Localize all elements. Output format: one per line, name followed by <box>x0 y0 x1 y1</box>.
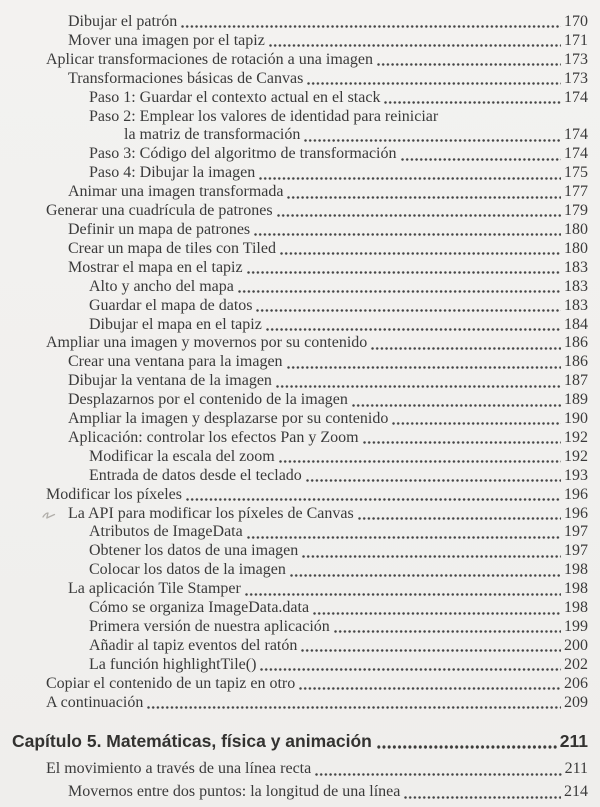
toc-entry-title: Atributos de ImageData <box>89 523 243 541</box>
dot-leader <box>287 366 561 369</box>
dot-leader <box>301 649 561 652</box>
toc-entry <box>89 108 588 127</box>
toc-entry-title: Ampliar la imagen y desplazarse por su contenido <box>68 410 389 428</box>
dot-leader <box>290 574 561 577</box>
toc-entry-page: 186 <box>564 353 588 371</box>
toc-entry-page: 184 <box>564 315 588 333</box>
toc-entry-title: la matriz de transformación <box>124 126 301 144</box>
toc-entry <box>89 145 588 164</box>
toc-entry-title: Crear una ventana para la imagen <box>68 353 283 371</box>
toc-entry-title: Aplicación: controlar los efectos Pan y Zoom <box>68 428 359 446</box>
toc-entry-title: Guardar el mapa de datos <box>89 296 253 314</box>
toc-entry <box>89 523 588 542</box>
toc-entry-title: Cómo se organiza ImageData.data <box>89 599 310 617</box>
dot-leader <box>280 252 561 255</box>
toc-entry <box>68 353 588 372</box>
dot-leader <box>334 630 561 633</box>
toc-entry <box>89 637 588 656</box>
toc-entry-title: Paso 2: Emplear los valores de identidad para reiniciar <box>89 107 439 125</box>
toc-entry-page: 197 <box>564 542 588 560</box>
toc-entry <box>89 164 588 183</box>
toc-entry-page: 199 <box>564 618 588 635</box>
toc-entry-title: La aplicación Tile Stamper <box>68 580 241 598</box>
toc-entry-title: Generar una cuadrícula de patrones <box>46 202 273 220</box>
toc-entry <box>68 505 588 524</box>
dot-leader <box>315 773 561 776</box>
toc-entry-page: 174 <box>564 145 588 163</box>
dot-leader <box>377 63 561 66</box>
dot-leader <box>304 139 561 142</box>
toc-entry <box>46 51 588 70</box>
pencil-mark-icon <box>42 508 56 527</box>
toc-entry <box>68 372 588 391</box>
toc-entry-page: 187 <box>564 372 588 390</box>
dot-leader <box>313 612 561 615</box>
toc-entry-page: 198 <box>564 561 588 579</box>
dot-leader <box>287 196 561 199</box>
toc-list <box>12 13 588 713</box>
toc-entry-page: 177 <box>564 183 588 201</box>
toc-entry-page: 196 <box>564 504 588 522</box>
toc-entry <box>89 297 588 316</box>
toc-entry-page: 183 <box>564 258 588 276</box>
toc-entry-page: 193 <box>564 466 588 484</box>
toc-entry-page: 186 <box>564 334 588 352</box>
toc-entry <box>89 448 588 467</box>
toc-entry-title: Dibujar el patrón <box>68 13 178 30</box>
toc-entry <box>68 183 588 202</box>
toc-entry-title: La función highlightTile() <box>89 655 257 673</box>
toc-entry <box>89 316 588 335</box>
toc-entry-page: 189 <box>564 391 588 409</box>
toc-entry-title: Paso 3: Código del algoritmo de transformación <box>89 145 397 163</box>
dot-leader <box>279 460 561 463</box>
toc-entry-title: Paso 1: Guardar el contexto actual en el stack <box>89 88 381 106</box>
toc-entry-page: 180 <box>564 239 588 257</box>
toc-entry-title: Mostrar el mapa en el tapiz <box>68 258 243 276</box>
toc-entry <box>89 467 588 486</box>
toc-entry-title: Dibujar el mapa en el tapiz <box>89 315 262 333</box>
chapter-heading-page: 211 <box>559 730 588 751</box>
chapter-heading-title: Capítulo 5. Matemáticas, física y animación <box>12 730 372 751</box>
toc-entry-title: Crear un mapa de tiles con Tiled <box>68 239 276 257</box>
toc-entry-page: 209 <box>564 693 588 711</box>
dot-leader <box>404 796 561 799</box>
toc-entry-title: Alto y ancho del mapa <box>89 277 234 295</box>
toc-entry-title: Transformaciones básicas de Canvas <box>68 69 304 87</box>
dot-leader <box>245 593 561 596</box>
toc-entry <box>68 410 588 429</box>
toc-entry <box>68 580 588 599</box>
dot-leader <box>377 745 558 749</box>
toc-entry-title: Colocar los datos de la imagen <box>89 561 286 579</box>
toc-entry-title: A continuación <box>46 693 144 711</box>
toc-entry <box>46 675 588 694</box>
dot-leader <box>307 82 561 85</box>
toc-entry-page: 183 <box>564 296 588 314</box>
dot-leader <box>254 233 561 236</box>
toc-entry <box>68 32 588 51</box>
toc-entry-page: 197 <box>564 523 588 541</box>
dot-leader <box>352 404 561 407</box>
toc-entry-page: 214 <box>564 782 588 800</box>
toc-entry-title: Movernos entre dos puntos: la longitud de una línea <box>68 782 401 800</box>
toc-entry-title: Paso 4: Dibujar la imagen <box>89 164 256 182</box>
toc-entry <box>89 656 588 675</box>
toc-entry-page: 202 <box>564 655 588 673</box>
toc-entry-page: 179 <box>564 202 588 220</box>
toc-entry-title: La API para modificar los píxeles de Canvas <box>68 504 354 522</box>
toc-entry <box>68 391 588 410</box>
chapter-heading-row <box>12 731 588 752</box>
toc-entry-title: Copiar el contenido de un tapiz en otro <box>46 674 296 692</box>
toc-entry <box>68 429 588 448</box>
toc-entry-title: Obtener los datos de una imagen <box>89 542 299 560</box>
toc-entry-title: Mover una imagen por el tapiz <box>68 31 265 49</box>
dot-leader <box>358 517 561 520</box>
toc-entry-title: Desplazarnos por el contenido de la imagen <box>68 391 348 409</box>
toc-entry-page: 175 <box>564 164 588 182</box>
dot-leader <box>299 687 561 690</box>
toc-entry-page: 180 <box>564 220 588 238</box>
toc-entry <box>46 202 588 221</box>
toc-entry-page: 196 <box>564 485 588 503</box>
toc-entry-page: 173 <box>564 69 588 87</box>
dot-leader <box>186 498 561 501</box>
toc-entry-page: 183 <box>564 277 588 295</box>
dot-leader <box>247 271 561 274</box>
toc-entry-title: Añadir al tapiz eventos del ratón <box>89 636 298 654</box>
toc-entry-page: 171 <box>564 31 588 49</box>
toc-entry-page: 198 <box>564 580 588 598</box>
dot-leader <box>392 422 561 425</box>
toc-entry <box>46 334 588 353</box>
toc-entry-title: Aplicar transformaciones de rotación a una imagen <box>46 50 373 68</box>
toc-entry-title: Definir un mapa de patrones <box>68 220 251 238</box>
toc-entry <box>124 126 588 145</box>
toc-entry-page: 198 <box>564 599 588 617</box>
toc-entry <box>89 542 588 561</box>
toc-entry <box>68 780 588 803</box>
dot-leader <box>259 177 561 180</box>
toc-entry <box>89 561 588 580</box>
toc-entry-title: Primera versión de nuestra aplicación <box>89 618 330 635</box>
dot-leader <box>181 25 561 28</box>
toc-entry-title: El movimiento a través de una línea recta <box>46 759 312 777</box>
toc-entry <box>68 259 588 278</box>
toc-entry-title: Animar una imagen transformada <box>68 183 284 201</box>
toc-entry-page: 200 <box>564 636 588 654</box>
toc-entry-page: 174 <box>564 88 588 106</box>
dot-leader <box>147 706 561 709</box>
toc-entry-page: 192 <box>564 428 588 446</box>
toc-entry-title: Dibujar la ventana de la imagen <box>68 372 272 390</box>
dot-leader <box>371 347 561 350</box>
dot-leader <box>269 44 561 47</box>
dot-leader <box>277 214 561 217</box>
toc-entry-title: Ampliar una imagen y movernos por su contenido <box>46 334 368 352</box>
toc-entry <box>68 13 588 32</box>
toc-entry <box>89 89 588 108</box>
dot-leader <box>384 101 561 104</box>
toc-entry <box>68 240 588 259</box>
toc-entry-page: 192 <box>564 447 588 465</box>
dot-leader <box>256 309 561 312</box>
toc-entry <box>68 70 588 89</box>
toc-entry-page: 211 <box>564 759 588 777</box>
dot-leader <box>401 158 562 161</box>
dot-leader <box>306 479 561 482</box>
toc-entry-title: Modificar la escala del zoom <box>89 447 275 465</box>
toc-entry <box>46 757 588 780</box>
toc-entry <box>89 278 588 297</box>
dot-leader <box>238 290 561 293</box>
toc-entry-page: 206 <box>564 674 588 692</box>
chapter-toc-list <box>12 757 588 803</box>
toc-entry-page: 173 <box>564 50 588 68</box>
toc-entry-page: 170 <box>564 13 588 30</box>
dot-leader <box>276 385 561 388</box>
toc-entry <box>46 486 588 505</box>
dot-leader <box>302 555 561 558</box>
toc-entry-page: 174 <box>564 126 588 144</box>
dot-leader <box>247 536 561 539</box>
toc-entry-title: Modificar los píxeles <box>46 485 182 503</box>
toc-entry <box>46 694 588 713</box>
toc-entry <box>68 221 588 240</box>
dot-leader <box>266 328 561 331</box>
toc-entry <box>89 599 588 618</box>
dot-leader <box>363 441 561 444</box>
toc-entry-page: 190 <box>564 410 588 428</box>
toc-entry <box>89 618 588 637</box>
toc-entry-title: Entrada de datos desde el teclado <box>89 466 302 484</box>
dot-leader <box>260 668 561 671</box>
